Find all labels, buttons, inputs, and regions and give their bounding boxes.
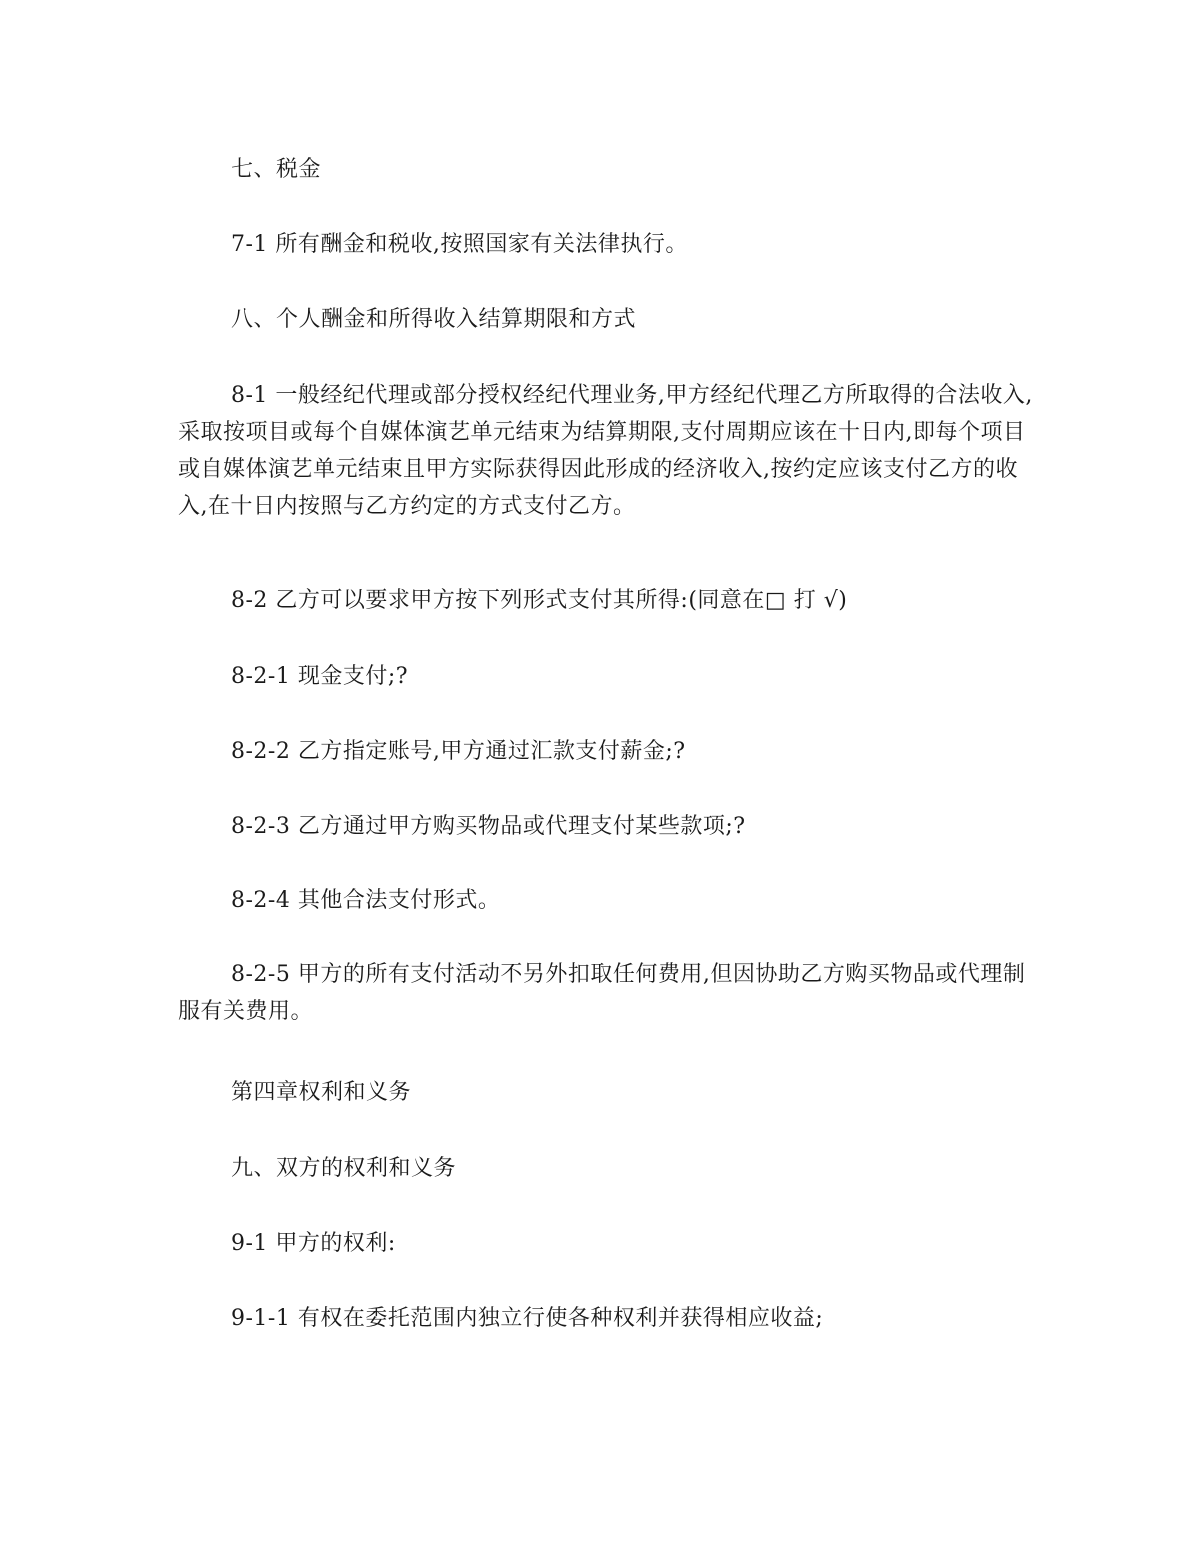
clause-8-2-3: 8-2-3 乙方通过甲方购买物品或代理支付某些款项;? [231,814,746,839]
section-heading-settlement: 八、个人酬金和所得收入结算期限和方式 [231,307,637,332]
section-heading-rights: 九、双方的权利和义务 [231,1156,457,1181]
clause-8-1: 8-1 一般经纪代理或部分授权经纪代理业务,甲方经纪代理乙方所取得的合法收入,采取按项目或每个自媒体演艺单元结束为结算期限,支付周期应该在十日内,即每个项目或自媒体演艺单元结束且甲方实际获得因此形成的经济收入,按约定应该支付乙方的收入,在十日内按照与乙方约定的方式支付乙方。 [178,383,1033,519]
clause-7-1: 7-1 所有酬金和税收,按照国家有关法律执行。 [231,232,688,257]
clause-8-2-5: 8-2-5 甲方的所有支付活动不另外扣取任何费用,但因协助乙方购买物品或代理制服有关费用。 [178,962,1026,1024]
clause-8-2-4: 8-2-4 其他合法支付形式。 [231,888,501,913]
clause-8-2-1: 8-2-1 现金支付;? [231,664,409,689]
clause-9-1-1: 9-1-1 有权在委托范围内独立行使各种权利并获得相应收益; [231,1306,824,1331]
chapter-heading-rights: 第四章权利和义务 [231,1080,412,1105]
clause-8-2-2: 8-2-2 乙方指定账号,甲方通过汇款支付薪金;? [231,739,686,764]
section-heading-tax: 七、税金 [231,157,322,182]
clause-8-2: 8-2 乙方可以要求甲方按下列形式支付其所得:(同意在□ 打 √) [231,588,848,613]
clause-9-1: 9-1 甲方的权利: [231,1231,396,1256]
